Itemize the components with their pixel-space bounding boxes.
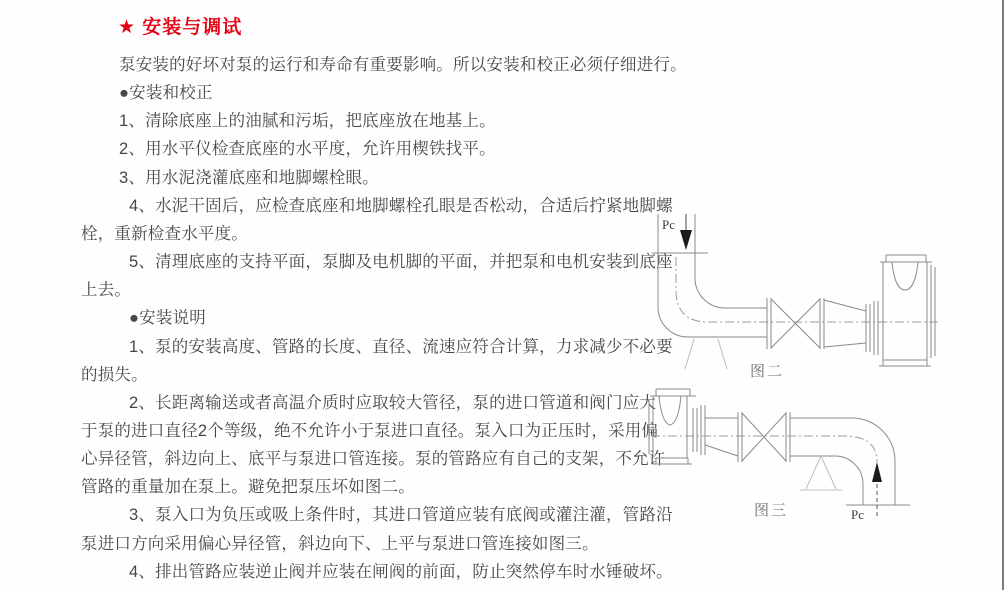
fig3-flow-arrow-icon [872,462,882,518]
text-line: 于泵的进口直径2个等级，绝不允许小于泵进口直径。泵入口为正压时，采用偏 [81,421,659,440]
text-line: 管路的重量加在泵上。避免把泵压坏如图二。 [81,478,415,497]
text-line: 1、泵的安装高度、管路的长度、直径、流速应符合计算，力求减少不必要 [129,337,673,356]
fig3-pipe-elbow [790,418,910,505]
text-line: ●安装说明 [129,309,206,328]
fig3-caption: 图三 [754,502,789,519]
fig2-pump [866,255,935,366]
fig3-pump [649,389,705,464]
fig3-pipe-support [800,456,842,490]
text-line: 3、泵入口为负压或吸上条件时，其进口管道应装有底阀或灌注灌，管路沿 [129,506,673,525]
text-line: 2、长距离输送或者高温介质时应取较大管径，泵的进口管道和阀门应大 [129,393,657,412]
text-line: 5、清理底座的支持平面，泵脚及电机脚的平面，并把泵和电机安装到底座 [129,253,673,272]
text-line: 上去。 [81,281,132,300]
text-line: ●安装和校正 [119,84,213,103]
fig3-pressure-label: Pc [851,507,864,522]
figure-3-diagram [648,388,960,543]
fig2-expansion-joint [767,298,866,349]
section-title: ★ 安装与调试 [118,17,243,38]
text-line: 4、水泥干固后，应检查底座和地脚螺栓孔眼是否松动，合适后拧紧地脚螺 [129,196,673,215]
fig2-pressure-label: Pc [662,217,675,232]
page-right-border [1002,0,1004,590]
text-line: 栓，重新检查水平度。 [81,224,248,243]
text-line: 4、排出管路应装逆止阀并应装在闸阀的前面，防止突然停车时水锤破坏。 [129,562,673,581]
text-line: 泵进口方向采用偏心异径管，斜边向下、上平与泵进口管连接如图三。 [81,534,599,553]
fig2-pipe-elbow [652,214,767,337]
fig2-flow-arrow-icon [680,214,692,250]
text-line: 泵安装的好坏对泵的运行和寿命有重要影响。所以安装和校正必须仔细进行。 [119,56,687,74]
text-line: 1、清除底座上的油腻和污垢，把底座放在地基上。 [119,112,496,131]
text-line: 3、用水泥浇灌底座和地脚螺栓眼。 [119,168,379,187]
fig2-pipe-support [685,339,727,369]
fig2-caption: 图二 [750,363,785,380]
text-line: 的损失。 [81,365,148,384]
fig3-expansion-joint [705,412,790,462]
text-line: 心异径管，斜边向上、底平与泵进口管连接。泵的管路应有自己的支架，不允许 [81,450,666,469]
figure-2-diagram [650,212,960,387]
text-line: 2、用水平仪检查底座的水平度，允许用楔铁找平。 [119,140,496,159]
